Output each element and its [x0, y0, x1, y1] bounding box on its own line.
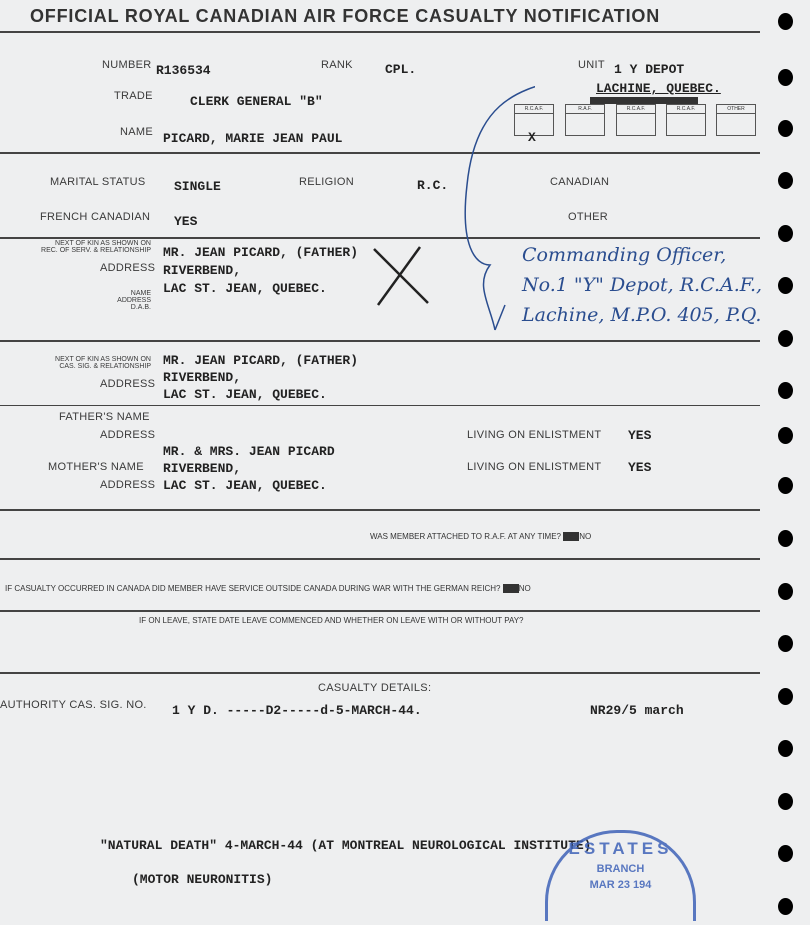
label-french: FRENCH CANADIAN: [40, 211, 151, 223]
unit-location: LACHINE, QUEBEC.: [596, 81, 721, 96]
cross-mark: [370, 243, 432, 308]
punch-hole: [778, 845, 793, 862]
punch-hole: [778, 740, 793, 757]
label-nok-casualty: NEXT OF KIN AS SHOWN ON CAS. SIG. & RELATIONSHIP: [55, 356, 151, 370]
marital-value: SINGLE: [174, 179, 221, 194]
service-number: R136534: [156, 63, 211, 78]
mother-living: YES: [628, 460, 652, 475]
punch-hole: [778, 120, 793, 137]
punch-hole: [778, 688, 793, 705]
punch-hole: [778, 13, 793, 30]
father-living: YES: [628, 428, 652, 443]
authority-value: 1 Y D. -----D2-----d-5-MARCH-44.: [172, 703, 422, 718]
divider: [0, 558, 760, 560]
cause-of-death: "NATURAL DEATH" 4-MARCH-44 (AT MONTREAL NEUROLOGICAL INSTITUTE): [100, 838, 592, 853]
divider: [0, 340, 760, 342]
name-value: PICARD, MARIE JEAN PAUL: [163, 131, 343, 146]
label-other: OTHER: [568, 211, 608, 223]
punch-hole: [778, 583, 793, 600]
label-living-father: LIVING ON ENLISTMENT: [467, 429, 602, 441]
form-title: OFFICIAL ROYAL CANADIAN AIR FORCE CASUALTY NOTIFICATION: [30, 6, 661, 26]
cause-detail: (MOTOR NEURONITIS): [132, 872, 273, 887]
punch-hole: [778, 793, 793, 810]
label-rank: RANK: [321, 59, 353, 71]
divider: [0, 31, 760, 33]
label-nok-record: NEXT OF KIN AS SHOWN ON REC. OF SERV. & RELATIONSHIP: [41, 240, 151, 254]
box-raf: R.A.F.: [565, 104, 605, 136]
authority-ref: NR29/5 march: [590, 703, 684, 718]
label-marital: MARITAL STATUS: [50, 176, 146, 188]
label-trade: TRADE: [114, 90, 153, 102]
label-living-mother: LIVING ON ENLISTMENT: [467, 461, 602, 473]
parents-value: MR. & MRS. JEAN PICARD RIVERBEND, LAC ST. JEAN, QUEBEC.: [163, 444, 335, 493]
punch-hole: [778, 225, 793, 242]
trade-value: CLERK GENERAL "B": [190, 94, 323, 109]
punch-hole: [778, 277, 793, 294]
label-name-address-dab: NAME ADDRESS D.A.B.: [117, 290, 151, 311]
punch-hole: [778, 635, 793, 652]
handwritten-address: Commanding Officer, No.1 "Y" Depot, R.C.A.F., Lachine, M.P.O. 405, P.Q.: [522, 244, 763, 326]
divider: [0, 405, 760, 406]
divider: [0, 509, 760, 511]
punch-hole: [778, 477, 793, 494]
struck-text: [590, 97, 698, 104]
label-name: NAME: [120, 126, 153, 138]
punch-hole: [778, 172, 793, 189]
divider: [0, 610, 760, 612]
label-address: ADDRESS: [100, 378, 156, 390]
label-number: NUMBER: [102, 59, 152, 71]
estates-stamp: ESTATES BRANCH MAR 23 194: [545, 830, 696, 921]
label-father: FATHER'S NAME: [59, 411, 150, 423]
label-address: ADDRESS: [100, 262, 156, 274]
unit-value: 1 Y DEPOT: [614, 62, 685, 77]
divider: [0, 237, 760, 239]
raf-question: WAS MEMBER ATTACHED TO R.A.F. AT ANY TIME? YESNO: [370, 532, 592, 541]
punch-hole: [778, 69, 793, 86]
nok-casualty: MR. JEAN PICARD, (FATHER) RIVERBEND, LAC ST. JEAN, QUEBEC.: [163, 353, 359, 402]
box-4: R.C.A.F.: [666, 104, 706, 136]
handwritten-arrow: [455, 65, 535, 335]
label-address: ADDRESS: [100, 429, 156, 441]
nok-record: MR. JEAN PICARD, (FATHER) RIVERBEND, LAC ST. JEAN, QUEBEC.: [163, 245, 359, 296]
punch-hole: [778, 382, 793, 399]
rcaf-mark: X: [528, 130, 536, 145]
box-3: R.C.A.F.: [616, 104, 656, 136]
box-rcaf: R.C.A.F.: [514, 104, 554, 136]
label-authority: AUTHORITY CAS. SIG. NO.: [0, 699, 147, 711]
label-religion: RELIGION: [299, 176, 354, 188]
label-unit: UNIT: [578, 59, 605, 71]
punch-hole: [778, 530, 793, 547]
leave-question: IF ON LEAVE, STATE DATE LEAVE COMMENCED AND WHETHER ON LEAVE WITH OR WITHOUT PAY?: [139, 616, 524, 625]
divider: [0, 672, 760, 674]
punch-hole: [778, 898, 793, 915]
rank-value: CPL.: [385, 62, 417, 77]
punch-hole: [778, 330, 793, 347]
label-canadian: CANADIAN: [550, 176, 610, 188]
divider: [0, 152, 760, 154]
label-mother: MOTHER'S NAME: [48, 461, 144, 473]
religion-value: R.C.: [417, 178, 449, 193]
punch-hole: [778, 427, 793, 444]
label-casualty-details: CASUALTY DETAILS:: [318, 682, 432, 694]
outside-question: IF CASUALTY OCCURRED IN CANADA DID MEMBER HAVE SERVICE OUTSIDE CANADA DURING WAR WITH THE GERMAN REICH? YESNO: [5, 584, 531, 593]
box-other: OTHER: [716, 104, 756, 136]
french-value: YES: [174, 214, 198, 229]
label-address: ADDRESS: [100, 479, 156, 491]
